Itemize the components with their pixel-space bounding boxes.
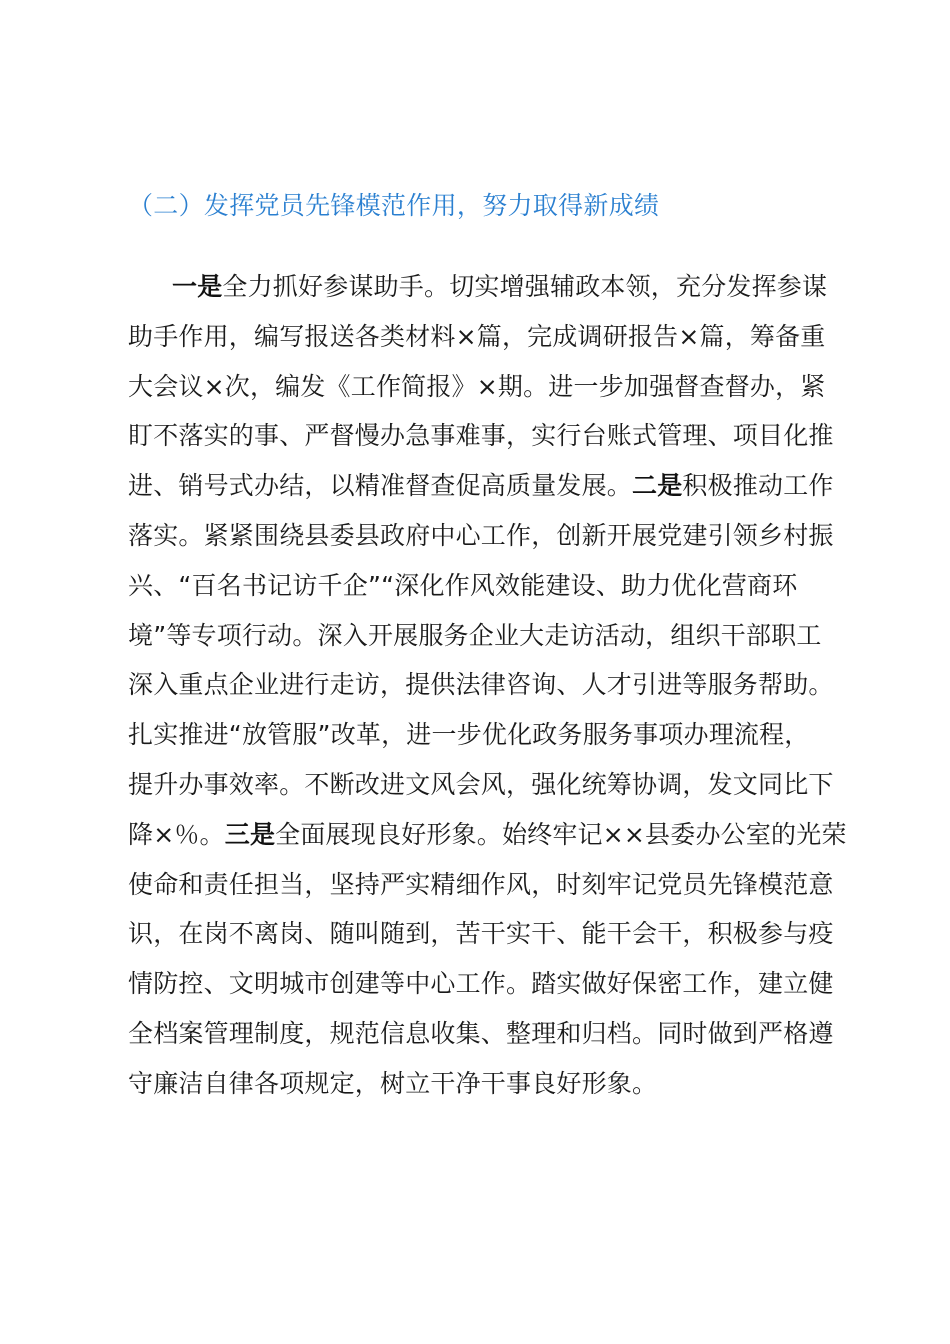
paragraph-line: [128, 710, 863, 760]
line-text: 落实。紧紧围绕县委县政府中心工作，创新开展党建引领乡村振: [128, 520, 834, 550]
paragraph-line: [128, 561, 863, 611]
line-text: 识，在岗不离岗、随叫随到，苦干实干、能干会干，积极参与疫: [128, 919, 834, 949]
section-heading: （二）发挥党员先锋模范作用，努力取得新成绩: [128, 191, 660, 220]
line-text-tail: 全面展现良好形象。始终牢记××县委办公室的光荣: [275, 819, 847, 849]
line-text: 守廉洁自律各项规定，树立干净干事良好形象。: [128, 1068, 658, 1098]
lead-marker-3: 三是: [224, 819, 276, 849]
line-text: 助手作用，编写报送各类材料×篇，完成调研报告×篇，筹备重: [128, 321, 826, 351]
line-text: 兴、“百名书记访千企”“深化作风效能建设、助力优化营商环: [128, 570, 798, 600]
line-text: 情防控、文明城市创建等中心工作。踏实做好保密工作，建立健: [128, 969, 834, 999]
paragraph-line: [128, 362, 863, 412]
line-text: 扎实推进“放管服”改革，进一步优化政务服务事项办理流程，: [128, 720, 810, 750]
paragraph-line: [128, 411, 863, 461]
paragraph-line: [128, 611, 863, 661]
paragraph-line: [128, 511, 863, 561]
line-text: 降×％。: [128, 819, 225, 849]
line-text: 使命和责任担当，坚持严实精细作风，时刻牢记党员先锋模范意: [128, 869, 834, 899]
line-text: 境”等专项行动。深入开展服务企业大走访活动，组织干部职工: [128, 620, 822, 650]
lead-marker-1: 一是: [172, 272, 223, 301]
line-text: 大会议×次，编发《工作简报》×期。进一步加强督查督办，紧: [128, 371, 826, 401]
paragraph-line: [128, 909, 863, 959]
line-text: 深入重点企业进行走访，提供法律咨询、人才引进等服务帮助。: [128, 670, 834, 700]
lead-marker-2: 二是: [632, 471, 683, 501]
paragraph-line: [128, 860, 863, 910]
paragraph-line: [128, 959, 863, 1009]
paragraph-line: [128, 660, 863, 710]
line-text: 进、销号式办结，以精准督查促高质量发展。: [128, 471, 633, 501]
body-paragraph: [128, 262, 863, 1109]
paragraph-line: [128, 760, 863, 810]
line-text: 盯不落实的事、严督慢办急事难事，实行台账式管理、项目化推: [128, 421, 834, 451]
paragraph-line: [128, 1059, 863, 1109]
line-text-tail: 积极推动工作: [682, 471, 834, 501]
paragraph-line: [128, 312, 863, 362]
line-text: 提升办事效率。不断改进文风会风，强化统筹协调，发文同比下: [128, 769, 834, 799]
paragraph-line: [128, 1009, 863, 1059]
line-text: 全力抓好参谋助手。切实增强辅政本领，充分发挥参谋: [222, 272, 828, 301]
paragraph-line: [128, 810, 863, 860]
line-text: 全档案管理制度，规范信息收集、整理和归档。同时做到严格遵: [128, 1018, 834, 1048]
paragraph-line: [128, 461, 863, 511]
paragraph-line: [128, 262, 863, 312]
